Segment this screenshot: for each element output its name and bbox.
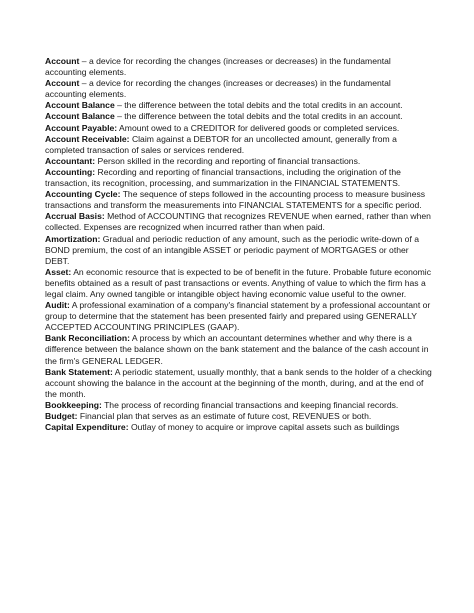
glossary-term: Accounting: <box>45 166 96 177</box>
glossary-definition: a device for recording the changes (increases or decreases) in the fundamental accounting elements. <box>45 78 391 100</box>
glossary-definition: Financial plan that serves as an estimate of future cost, REVENUES or both. <box>79 411 372 421</box>
glossary-definition: A professional examination of a company's financial statement by a professional accountant or group to determine that the statement has been presented fairly and prepared using GENERALLY ACCEPTED ACCOUNTING PRINCIPLES (GAAP). <box>45 300 431 333</box>
glossary-definition: An economic resource that is expected to be of benefit in the future. Probable future economic benefits obtained as a result of past transactions or events. Anything of value to which the firm has a legal claim. Any owned tangible or intangible object having economic value useful to the owner. <box>45 266 432 299</box>
term-separator: – <box>79 56 89 66</box>
glossary-entry-account <box>45 56 433 78</box>
glossary-term: Bank Reconciliation: <box>45 333 130 344</box>
term-separator: – <box>114 111 125 122</box>
glossary-term: Bank Statement: <box>45 366 113 377</box>
glossary-entry-account-balance-duplicate <box>45 111 433 122</box>
term-separator: – <box>79 78 89 89</box>
glossary-definition: Method of ACCOUNTING that recognizes REVENUE when earned, rather than when collected. Expenses are recognized when incurred rather than when paid. <box>45 211 431 233</box>
glossary-definition: Person skilled in the recording and reporting of financial transactions. <box>97 155 361 166</box>
glossary-definition: the difference between the total debits and the total credits in an account. <box>124 100 403 111</box>
glossary-definition: A periodic statement, usually monthly, that a bank sends to the holder of a checking account showing the balance in the account at the beginning of the month, during, and at the end of the month. <box>45 366 432 399</box>
glossary-term: Account Payable: <box>45 122 118 133</box>
glossary-term: Accounting Cycle: <box>45 189 121 200</box>
glossary-definition: the difference between the total debits and the total credits in an account. <box>124 111 403 122</box>
glossary-entry-bank-reconciliation <box>45 333 433 366</box>
glossary-entry-capital-expenditure <box>45 422 433 433</box>
glossary-definition: Recording and reporting of financial transactions, including the origination of the transaction, its recognition, processing, and summarization in the FINANCIAL STATEMENTS. <box>45 166 401 189</box>
glossary-term: Account Balance <box>45 111 115 122</box>
glossary-entry-accounting-cycle <box>45 189 433 211</box>
glossary-definition: Amount owed to a CREDITOR for delivered goods or completed services. <box>119 122 400 133</box>
glossary-entry-accountant <box>45 156 433 167</box>
glossary-entry-audit <box>45 300 433 333</box>
term-separator: – <box>114 100 125 111</box>
glossary-definition: The sequence of steps followed in the accounting process to measure business transactions and transform the measurements into FINANCIAL STATEMENTS for a specific period. <box>45 189 426 211</box>
glossary-definition: A process by which an accountant determines whether and why there is a difference between the balance shown on the bank statement and the balance of the cash account in the firm's GENERAL LEDGER. <box>45 333 429 366</box>
glossary-entry-account-payable <box>45 123 433 134</box>
glossary-definition: Gradual and periodic reduction of any amount, such as the periodic write-down of a BOND premium, the cost of an intangible ASSET or periodic payment of MORTGAGES or other DEBT. <box>45 233 420 266</box>
glossary-entry-accounting <box>45 167 433 189</box>
glossary-term: Account <box>45 56 80 66</box>
glossary-term: Account Receivable: <box>45 133 130 144</box>
glossary-term: Account <box>45 78 80 89</box>
glossary-definition: Outlay of money to acquire or improve capital assets such as buildings <box>130 422 400 433</box>
glossary-entry-asset <box>45 267 433 300</box>
glossary-term: Capital Expenditure: <box>45 422 129 433</box>
glossary-entry-bank-statement <box>45 367 433 400</box>
glossary-entry-account-receivable <box>45 134 433 156</box>
glossary-list <box>45 56 433 433</box>
glossary-term: Bookkeeping: <box>45 399 102 410</box>
glossary-entry-amortization <box>45 234 433 267</box>
glossary-term: Audit: <box>45 300 70 311</box>
glossary-entry-bookkeeping <box>45 400 433 411</box>
glossary-entry-budget <box>45 411 433 422</box>
glossary-entry-accrual-basis <box>45 211 433 233</box>
glossary-definition: a device for recording the changes (increases or decreases) in the fundamental accounting elements. <box>45 56 391 78</box>
glossary-entry-account-duplicate <box>45 78 433 100</box>
glossary-term: Accountant: <box>45 155 96 166</box>
glossary-term: Accrual Basis: <box>45 211 105 222</box>
glossary-entry-account-balance <box>45 100 433 111</box>
glossary-term: Account Balance <box>45 100 115 111</box>
glossary-term: Asset: <box>45 266 72 277</box>
glossary-definition: The process of recording financial transactions and keeping financial records. <box>104 399 399 410</box>
glossary-term: Amortization: <box>45 233 101 244</box>
glossary-term: Budget: <box>45 411 78 421</box>
glossary-definition: Claim against a DEBTOR for an uncollected amount, generally from a completed transaction of sales or services rendered. <box>45 133 397 155</box>
